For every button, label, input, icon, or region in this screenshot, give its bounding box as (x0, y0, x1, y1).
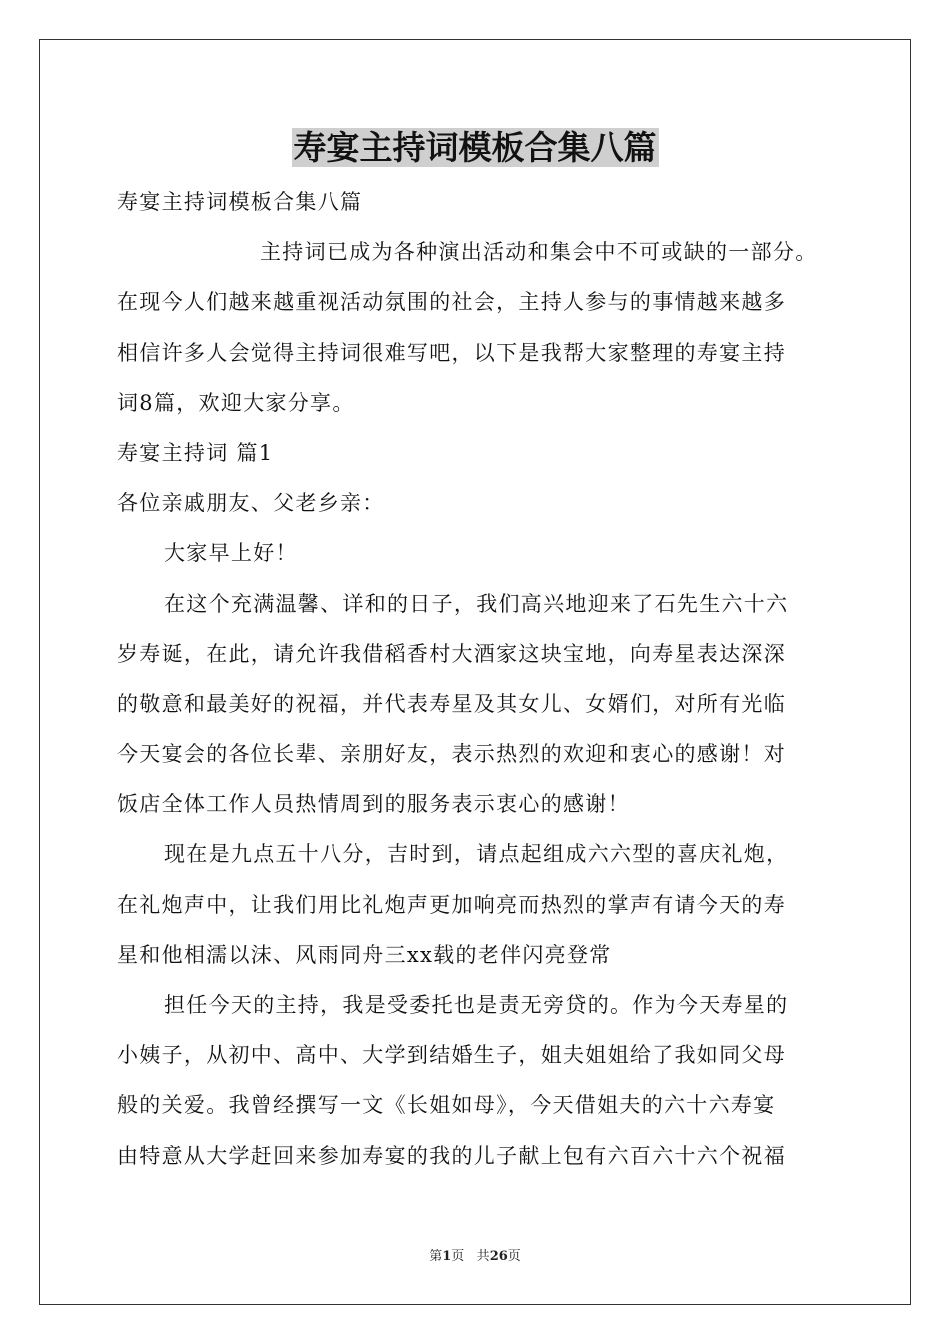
page-label-prefix: 第 (429, 1249, 443, 1264)
body-line: 饭店全体工作人员热情周到的服务表示衷心的感谢！ (117, 792, 630, 817)
total-label-prefix: 共 (476, 1249, 490, 1264)
body-line: 担任今天的主持，我是受委托也是责无旁贷的。作为今天寿星的 (164, 993, 789, 1017)
body-line: 岁寿诞，在此，请允许我借稻香村大酒家这块宝地，向寿星表达深深 (117, 641, 786, 666)
body-line: 由特意从大学赶回来参加寿宴的我的儿子献上包有六百六十六个祝福 (117, 1143, 786, 1168)
body-line: 今天宴会的各位长辈、亲朋好友，表示热烈的欢迎和衷心的感谢！对 (117, 742, 786, 767)
page-label-suffix: 页 (451, 1249, 465, 1264)
total-pages: 26 (489, 1249, 508, 1264)
body-line: 相信许多人会觉得主持词很难写吧，以下是我帮大家整理的寿宴主持 (117, 340, 786, 365)
body-line: 星和他相濡以沫、风雨同舟三xx载的老伴闪亮登常 (117, 942, 612, 967)
body-line: 词8篇，欢迎大家分享。 (117, 390, 355, 415)
page-number: 1 (442, 1249, 452, 1264)
greeting: 大家早上好！ (164, 541, 298, 566)
body-line: 在现今人们越来越重视活动氛围的社会，主持人参与的事情越来越多 (117, 290, 786, 315)
section-heading: 寿宴主持词 篇1 (117, 440, 274, 465)
salutation: 各位亲戚朋友、父老乡亲： (117, 491, 385, 516)
document-body (117, 177, 835, 1181)
body-line: 般的关爱。我曾经撰写一文《长姐如母》，今天借姐夫的六十六寿宴 (117, 1093, 776, 1118)
body-line: 的敬意和最美好的祝福，并代表寿星及其女儿、女婿们，对所有光临 (117, 691, 786, 716)
body-line: 寿宴主持词模板合集八篇 (117, 190, 363, 214)
body-line: 在这个充满温馨、详和的日子，我们高兴地迎来了石先生六十六 (164, 591, 789, 616)
body-line: 主持词已成为各种演出活动和集会中不可或缺的一部分。 (260, 240, 818, 265)
body-line: 在礼炮声中，让我们用比礼炮声更加响亮而热烈的掌声有请今天的寿 (117, 892, 786, 917)
total-label-suffix: 页 (507, 1249, 521, 1264)
document-title-text: 寿宴主持词模板合集八篇 (293, 128, 657, 167)
body-line: 小姨子，从初中、高中、大学到结婚生子，姐夫姐姐给了我如同父母 (117, 1043, 786, 1068)
body-line: 现在是九点五十八分，吉时到，请点起组成六六型的喜庆礼炮， (164, 842, 789, 867)
page-footer (0, 1249, 950, 1265)
document-title (0, 126, 950, 170)
